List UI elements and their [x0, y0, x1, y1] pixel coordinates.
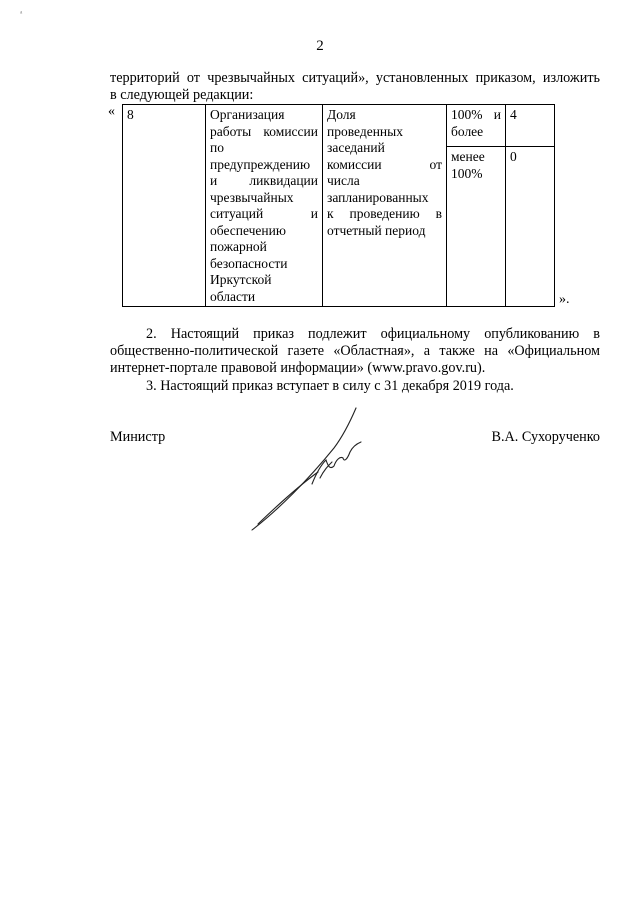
- paragraph-2: 2. Настоящий приказ подлежит официальному опубликованию в общественно-политической газете «Областная», а также на «Официальном интернет-портале правовой информации» (www.pravo.gov.ru).: [110, 326, 600, 376]
- row-number-cell: [123, 105, 206, 307]
- corner-mark: ᵃ: [20, 8, 23, 18]
- score-cell: [506, 147, 555, 307]
- amendment-table: [122, 104, 555, 307]
- name-line: чрезвычайных: [210, 189, 294, 205]
- name-line: безопасности: [210, 255, 288, 271]
- table-row: [123, 105, 555, 147]
- signatory-position: Министр: [110, 429, 166, 445]
- indicator-cell: [323, 105, 447, 307]
- name-line: работы комиссии: [210, 123, 318, 139]
- row-number: 8: [127, 107, 134, 122]
- handwritten-signature: [248, 400, 378, 535]
- name-line: ситуаций и: [210, 206, 318, 221]
- score-cell: [506, 105, 555, 147]
- intro-line-2: в следующей редакции:: [110, 87, 254, 103]
- indicator-line: проведенных: [327, 123, 403, 139]
- close-quote: ».: [559, 292, 570, 307]
- criterion-line: 100% и: [451, 107, 501, 122]
- intro-line-1: территорий от чрезвычайных ситуаций», установленных приказом, изложить: [110, 70, 600, 86]
- paragraph-3: 3. Настоящий приказ вступает в силу с 31 декабря 2019 года.: [146, 378, 514, 394]
- indicator-line: числа: [327, 173, 360, 188]
- indicator-line: комиссии от: [327, 156, 442, 172]
- indicator-line: запланированных: [327, 189, 429, 205]
- indicator-line: к проведению в: [327, 206, 442, 221]
- criterion-cell: [447, 147, 506, 307]
- name-cell: [206, 105, 323, 307]
- open-quote: «: [108, 104, 115, 119]
- indicator-line: отчетный период: [327, 222, 426, 238]
- indicator-line: Доля: [327, 107, 356, 122]
- criterion-cell: [447, 105, 506, 147]
- indicator-line: заседаний: [327, 140, 385, 155]
- criterion-line: менее: [451, 149, 485, 164]
- name-line: Иркутской: [210, 272, 272, 287]
- signatory-name: В.А. Сухорученко: [491, 429, 600, 445]
- score-value: 0: [510, 149, 517, 164]
- criterion-line: более: [451, 123, 484, 139]
- name-line: Организация: [210, 107, 285, 122]
- intro-text: [110, 70, 600, 104]
- name-line: обеспечению: [210, 222, 286, 238]
- name-line: пожарной: [210, 239, 267, 254]
- criterion-line: 100%: [451, 165, 483, 181]
- name-line: и ликвидации: [210, 173, 318, 188]
- page-number: 2: [316, 38, 324, 54]
- name-line: области: [210, 288, 256, 304]
- name-line: предупреждению: [210, 156, 311, 172]
- score-value: 4: [510, 107, 517, 122]
- name-line: по: [210, 140, 224, 155]
